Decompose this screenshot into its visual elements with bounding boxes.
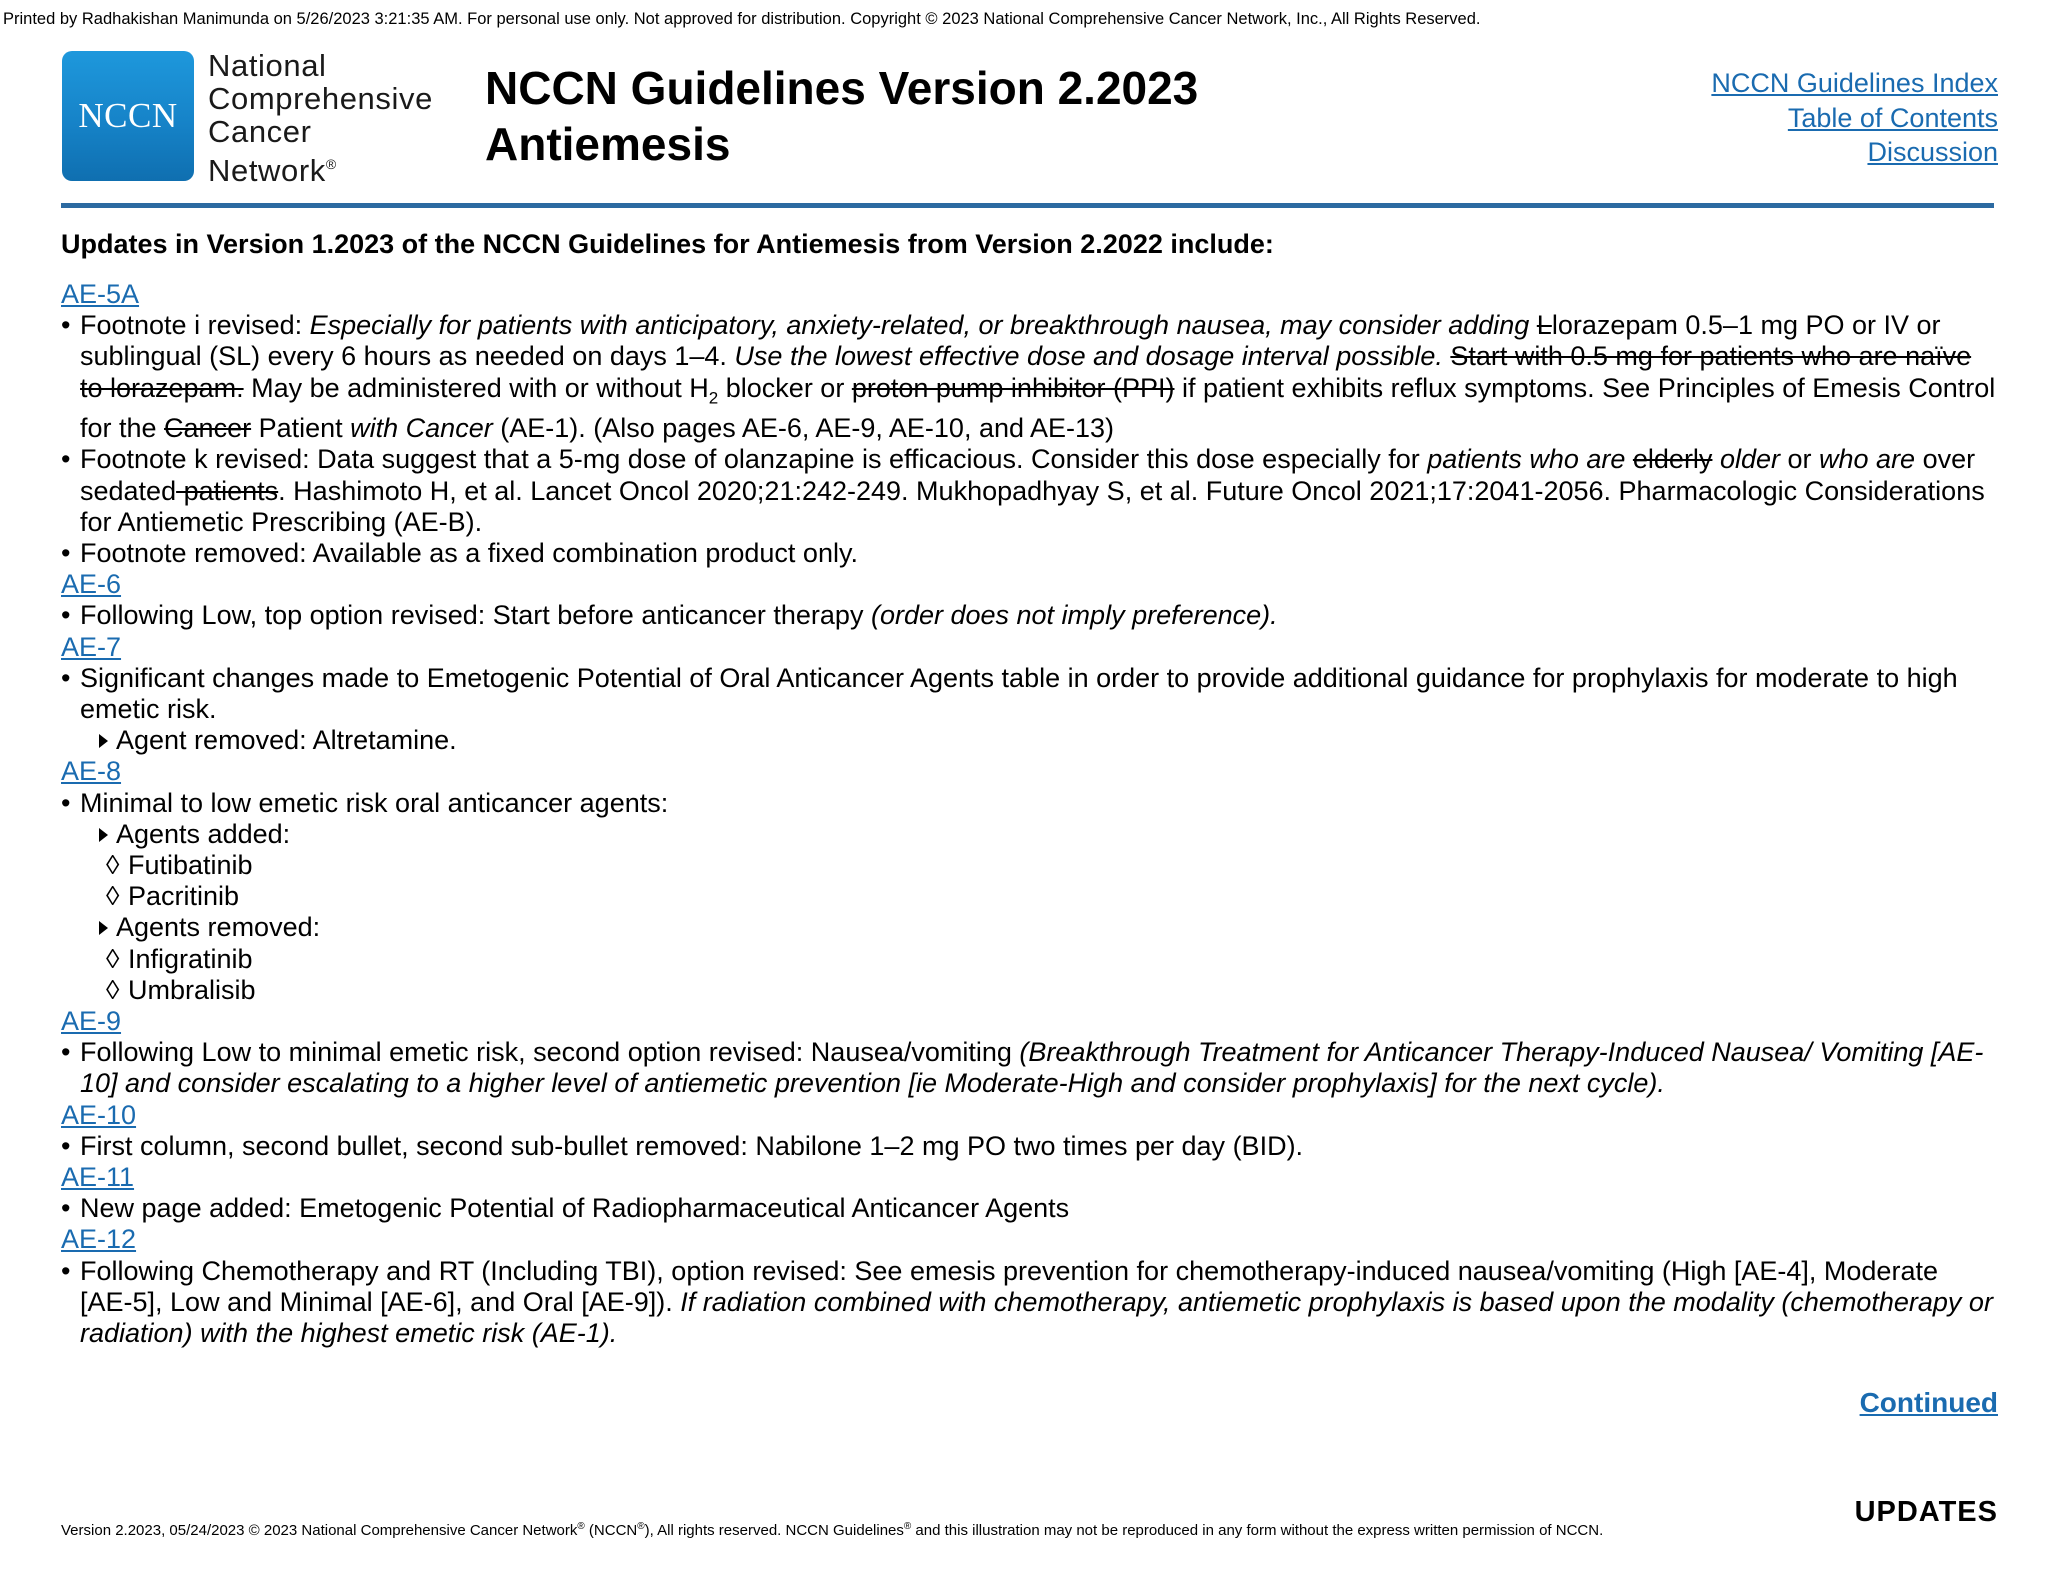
bullet-mark: •: [61, 1037, 71, 1068]
item-text: [1712, 444, 1720, 474]
bullet-mark: •: [61, 662, 71, 693]
section-link-ae-6[interactable]: AE-6: [61, 569, 122, 600]
added-text: (Breakthrough Treatment for Anticancer Therapy-Induced Nausea/ Vomiting [AE-10] and consider escalating to a higher level of antiemetic prevention [ie Moderate-High and consider prophylaxis] for the next cycle).: [80, 1037, 1984, 1099]
registered-mark: ®: [637, 1521, 645, 1532]
item-text: May be administered with or without H: [243, 372, 709, 403]
diamond-bullet-icon: ◊: [106, 850, 120, 881]
org-name-line: [208, 148, 433, 187]
item-text: Agent removed: Altretamine.: [116, 725, 457, 756]
footer-text: Version 2.2023, 05/24/2023 © 2023 National Comprehensive Cancer Network: [61, 1522, 578, 1539]
item-text: over sedated: [80, 444, 1976, 506]
bullet-mark: •: [61, 538, 71, 569]
section-link-ae-8[interactable]: AE-8: [61, 756, 122, 787]
updates-heading: Updates in Version 1.2023 of the NCCN Guidelines for Antiemesis from Version 2.2022 include:: [61, 229, 1274, 259]
added-text: who are: [1819, 444, 1916, 475]
org-name-line: Comprehensive: [208, 81, 433, 116]
sub-sub-list-item: [106, 850, 1996, 881]
footer-text: (NCCN: [584, 1522, 638, 1539]
sub-list-item: [80, 819, 1996, 850]
diamond-bullet-icon: ◊: [106, 943, 120, 974]
item-text: Following Low to minimal emetic risk, second option revised: Nausea/vomiting: [80, 1037, 1020, 1068]
deleted-text: proton pump inhibitor (PPI): [851, 372, 1175, 403]
list-item: [61, 310, 1996, 444]
agent-name: Infigratinib: [128, 943, 253, 974]
added-text: with Cancer: [350, 413, 493, 444]
list-item: [61, 1193, 1996, 1224]
section-link-ae-10[interactable]: AE-10: [61, 1099, 137, 1130]
bullet-mark: •: [61, 1255, 71, 1286]
list-item: [61, 1256, 1996, 1350]
footer-text: and this illustration may not be reproduced in any form without the express written permission of NCCN.: [911, 1522, 1604, 1539]
continued-link[interactable]: Continued: [1859, 1387, 1998, 1418]
item-text: Following Chemotherapy and RT (Including TBI), option revised: See emesis prevention for chemotherapy-induced nausea/vomiting (High [AE-4], Moderate [AE-5], Low and Minimal [AE-6], and Oral [AE-9]).: [80, 1255, 1938, 1317]
list-item: [61, 538, 1996, 569]
org-name-network: Network: [208, 153, 326, 188]
item-text: New page added: Emetogenic Potential of Radiopharmaceutical Anticancer Agents: [80, 1193, 1070, 1224]
top-navigation: [1711, 66, 1998, 170]
organization-name: [208, 49, 433, 187]
title-topic: Antiemesis: [485, 118, 731, 170]
agent-name: Umbralisib: [128, 974, 256, 1005]
list-item: [61, 788, 1996, 819]
added-text: patients who are: [1427, 444, 1626, 475]
item-text: Minimal to low emetic risk oral anticancer agents:: [80, 787, 669, 818]
footer-text: ), All rights reserved. NCCN Guidelines: [644, 1522, 904, 1539]
deleted-text: elderly: [1632, 444, 1713, 475]
list-item: [61, 663, 1996, 725]
bullet-mark: •: [61, 787, 71, 818]
item-text: Patient: [251, 413, 351, 444]
footer-copyright: [61, 1521, 1603, 1539]
list-item: [61, 1131, 1996, 1162]
bullet-mark: •: [61, 444, 71, 475]
page-title: [485, 60, 1198, 172]
item-text: or: [1780, 444, 1820, 475]
triangle-bullet-icon: [99, 828, 108, 842]
item-text: First column, second bullet, second sub-bullet removed: Nabilone 1–2 mg PO two times per day (BID).: [80, 1130, 1304, 1161]
added-text: Use the lowest effective dose and dosage interval possible.: [734, 341, 1443, 372]
deleted-text: Start with 0.5 mg for patients who are naïve to lorazepam.: [80, 341, 1972, 403]
registered-mark: ®: [325, 156, 337, 172]
added-text: Especially for patients with anticipatory, anxiety-related, or breakthrough nausea, may consider adding: [309, 310, 1537, 341]
list-item: [61, 600, 1996, 631]
added-text: older: [1719, 444, 1780, 475]
guidelines-index-link[interactable]: NCCN Guidelines Index: [1711, 68, 1998, 98]
deleted-text: L: [1536, 310, 1552, 341]
section-link-ae-9[interactable]: AE-9: [61, 1006, 122, 1037]
item-text: Following Low, top option revised: Start before anticancer therapy: [80, 600, 871, 631]
bullet-mark: •: [61, 1193, 71, 1224]
sub-sub-list-item: [106, 944, 1996, 975]
item-text: lorazepam 0.5–1 mg PO or IV or sublingual (SL) every 6 hours as needed on days 1–4.: [80, 310, 1941, 372]
deleted-text: Cancer: [164, 413, 252, 444]
item-text: Agents added:: [116, 818, 291, 849]
added-text: If radiation combined with chemotherapy, antiemetic prophylaxis is based upon the modality (chemotherapy or radiation) with the highest emetic risk (AE-1).: [80, 1286, 1993, 1349]
title-guideline-version: NCCN Guidelines Version 2.2023: [485, 62, 1199, 114]
diamond-bullet-icon: ◊: [106, 974, 120, 1005]
bullet-mark: •: [61, 1130, 71, 1161]
discussion-link[interactable]: Discussion: [1867, 137, 1998, 167]
item-text: Footnote removed: Available as a fixed combination product only.: [80, 538, 858, 569]
section-link-ae-12[interactable]: AE-12: [61, 1224, 137, 1255]
agent-name: Pacritinib: [128, 881, 240, 912]
updates-list: [61, 279, 1996, 1349]
header-divider: [61, 203, 1994, 208]
item-text: (AE-1). (Also pages AE-6, AE-9, AE-10, and AE-13): [492, 413, 1115, 444]
table-of-contents-link[interactable]: Table of Contents: [1787, 102, 1998, 133]
logo-abbr: NCCN: [78, 96, 178, 135]
org-name-line: Cancer: [208, 114, 312, 149]
sub-sub-list-item: [106, 975, 1996, 1006]
item-text: Footnote k revised: Data suggest that a 5-mg dose of olanzapine is efficacious. Consider this dose especially for: [80, 444, 1428, 475]
sub-list-item: [80, 912, 1996, 943]
registered-mark: ®: [577, 1521, 585, 1532]
section-link-ae-11[interactable]: AE-11: [61, 1162, 135, 1193]
item-text: [1625, 444, 1633, 474]
section-link-ae-5a[interactable]: AE-5A: [61, 279, 140, 309]
sub-list-item: [80, 725, 1996, 756]
sub-sub-list-item: [106, 881, 1996, 912]
item-text: if patient exhibits reflux symptoms. See Principles of Emesis Control for the: [80, 372, 1996, 444]
bullet-mark: •: [61, 310, 71, 341]
item-text: Significant changes made to Emetogenic Potential of Oral Anticancer Agents table in order to provide additional guidance for prophylaxis for moderate to high emetic risk.: [80, 662, 1958, 725]
item-text: Agents removed:: [116, 912, 321, 943]
list-item: [61, 444, 1996, 538]
added-text: (order does not imply preference).: [870, 600, 1278, 631]
bullet-mark: •: [61, 600, 71, 631]
section-link-ae-7[interactable]: AE-7: [61, 631, 122, 662]
item-text: . Hashimoto H, et al. Lancet Oncol 2020;21:242-249. Mukhopadhyay S, et al. Future Oncol 2021;17:2041-2056. Pharmacologic Considerations for Antiemetic Prescribing (AE-B).: [80, 475, 1985, 537]
nccn-logo: [62, 51, 194, 181]
subscript: 2: [708, 388, 719, 407]
page-section-tag: UPDATES: [1854, 1496, 1998, 1528]
triangle-bullet-icon: [99, 734, 108, 748]
print-notice: Printed by Radhakishan Manimunda on 5/26/2023 3:21:35 AM. For personal use only. Not approved for distribution. Copyright © 2023 National Comprehensive Cancer Network, Inc., All Rights Reserved.: [3, 10, 1481, 28]
registered-mark: ®: [903, 1521, 912, 1532]
triangle-bullet-icon: [99, 921, 108, 935]
diamond-bullet-icon: ◊: [106, 881, 120, 912]
list-item: [61, 1037, 1996, 1099]
item-text: Footnote i revised:: [80, 310, 310, 341]
deleted-text: patients: [176, 475, 279, 506]
org-name-line: National: [208, 48, 327, 83]
item-text: blocker or: [718, 372, 852, 403]
agent-name: Futibatinib: [128, 850, 253, 881]
